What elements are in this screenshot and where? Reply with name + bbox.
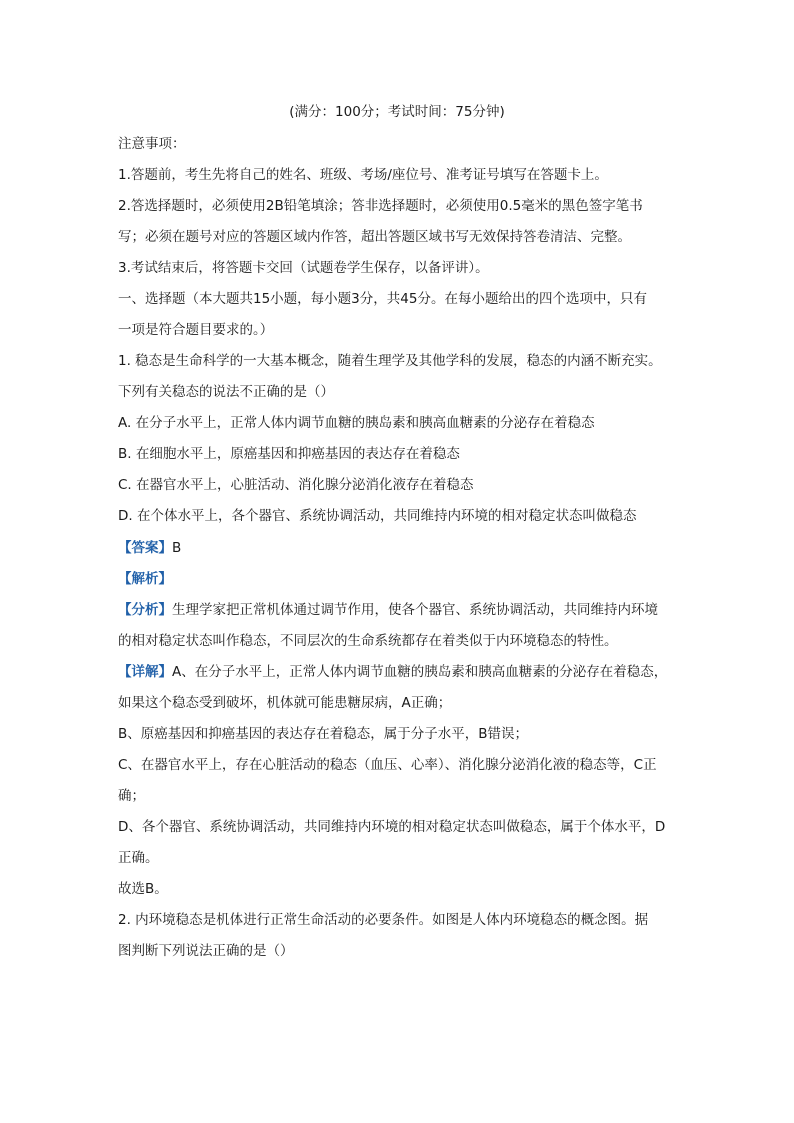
conclusion-line: 故选B。 bbox=[118, 881, 168, 897]
jiexi-tag: 【解析】 bbox=[118, 571, 172, 587]
xiangjie-line-3: B、原癌基因和抑癌基因的表达存在着稳态，属于分子水平，B错误； bbox=[118, 726, 529, 742]
question-1-stem-line-2: 下列有关稳态的说法不正确的是（） bbox=[118, 384, 334, 400]
answer-tag: 【答案】 bbox=[118, 540, 172, 556]
xiangjie-line-1 bbox=[118, 662, 678, 682]
question-1-option-c: C. 在器官水平上，心脏活动、消化腺分泌消化液存在着稳态 bbox=[118, 477, 474, 493]
fenxi-tag: 【分析】 bbox=[118, 602, 172, 618]
xiangjie-line-4: C、在器官水平上，存在心脏活动的稳态（血压、心率）、消化腺分泌消化液的稳态等，C正 bbox=[118, 757, 657, 773]
fenxi-line-2: 的相对稳定状态叫作稳态，不同层次的生命系统都存在着类似于内环境稳态的特性。 bbox=[118, 633, 618, 649]
question-1-option-a: A. 在分子水平上，正常人体内调节血糖的胰岛素和胰高血糖素的分泌存在着稳态 bbox=[118, 415, 595, 431]
xiangjie-line-7: 正确。 bbox=[118, 850, 159, 866]
notes-title: 注意事项： bbox=[118, 136, 186, 152]
xiangjie-line-2: 如果这个稳态受到破坏，机体就可能患糖尿病，A正确； bbox=[118, 695, 452, 711]
section-heading-line-2: 一项是符合题目要求的。） bbox=[118, 322, 274, 338]
answer-line bbox=[118, 538, 678, 558]
question-1-option-d: D. 在个体水平上，各个器官、系统协调活动，共同维持内环境的相对稳定状态叫做稳态 bbox=[118, 508, 637, 524]
xiangjie-tag: 【详解】 bbox=[118, 664, 172, 680]
question-2-stem-line-2: 图判断下列说法正确的是（） bbox=[118, 943, 294, 959]
note-item-3: 3.考试结束后，将答题卡交回（试题卷学生保存，以备评讲）。 bbox=[118, 260, 489, 276]
exam-info: (满分：100分；考试时间：75分钟) bbox=[289, 104, 505, 120]
jiexi-line bbox=[118, 569, 678, 589]
answer-value: B bbox=[172, 540, 182, 556]
xiangjie-line-6: D、各个器官、系统协调活动，共同维持内环境的相对稳定状态叫做稳态，属于个体水平，D bbox=[118, 819, 666, 835]
xiangjie-text-1: A、在分子水平上，正常人体内调节血糖的胰岛素和胰高血糖素的分泌存在着稳态， bbox=[172, 664, 668, 680]
fenxi-line-1 bbox=[118, 600, 678, 620]
note-item-2-line-1: 2.答选择题时，必须使用2B铅笔填涂；答非选择题时，必须使用0.5毫米的黑色签字笔书 bbox=[118, 198, 643, 214]
section-heading-line-1: 一、选择题（本大题共15小题，每小题3分，共45分。在每小题给出的四个选项中，只有 bbox=[118, 291, 647, 307]
question-1-stem-line-1: 1. 稳态是生命科学的一大基本概念，随着生理学及其他学科的发展，稳态的内涵不断充实。 bbox=[118, 353, 662, 369]
fenxi-text-1: 生理学家把正常机体通过调节作用，使各个器官、系统协调活动，共同维持内环境 bbox=[172, 602, 658, 618]
note-item-1: 1.答题前，考生先将自己的姓名、班级、考场/座位号、准考证号填写在答题卡上。 bbox=[118, 167, 608, 183]
xiangjie-line-5: 确； bbox=[118, 788, 145, 804]
question-1-option-b: B. 在细胞水平上，原癌基因和抑癌基因的表达存在着稳态 bbox=[118, 446, 460, 462]
note-item-2-line-2: 写；必须在题号对应的答题区域内作答，超出答题区域书写无效保持答卷清洁、完整。 bbox=[118, 229, 631, 245]
question-2-stem-line-1: 2. 内环境稳态是机体进行正常生命活动的必要条件。如图是人体内环境稳态的概念图。据 bbox=[118, 912, 649, 928]
